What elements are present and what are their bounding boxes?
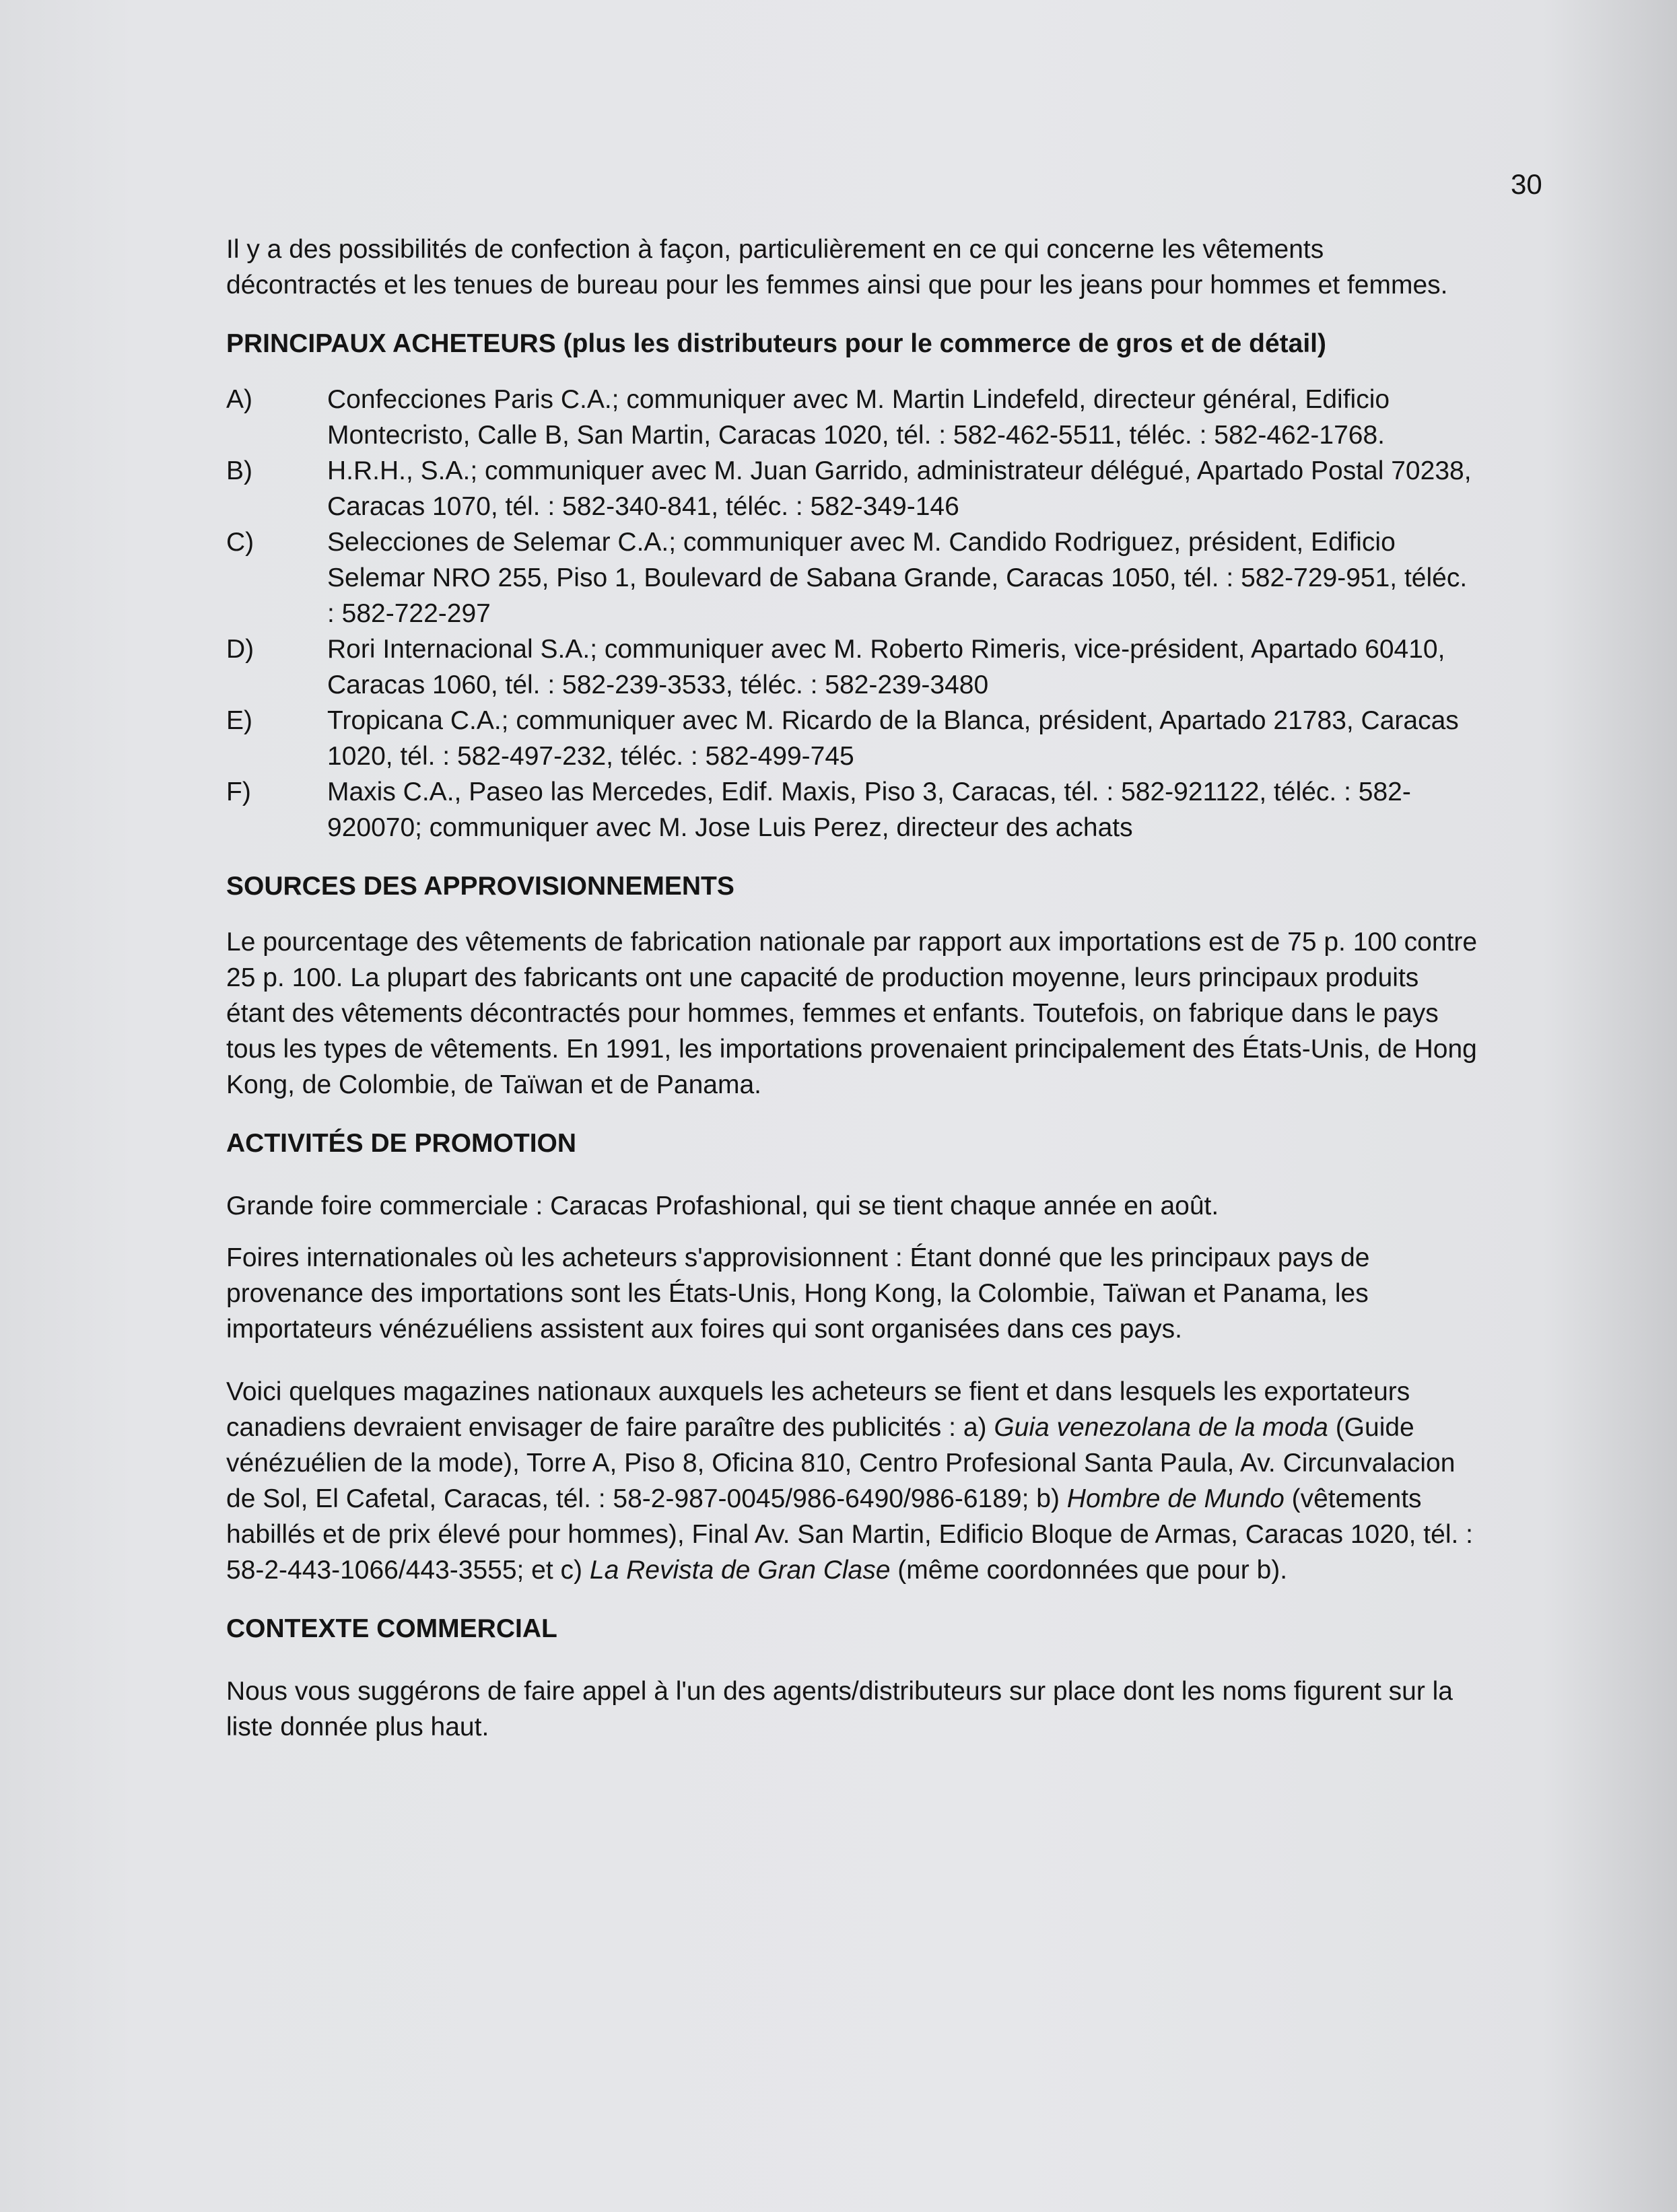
buyers-list [226, 382, 1478, 845]
list-item-text: H.R.H., S.A.; communiquer avec M. Juan Garrido, administrateur délégué, Apartado Postal 70238, Caracas 1070, tél. : 582-340-841, téléc. : 582-349-146 [327, 456, 1472, 521]
magazine-title: Guia venezolana de la moda [994, 1413, 1328, 1442]
sources-heading: SOURCES DES APPROVISIONNEMENTS [226, 872, 734, 901]
list-item-text: Confecciones Paris C.A.; communiquer avec M. Martin Lindefeld, directeur général, Edificio Montecristo, Calle B, San Martin, Caracas 1020, tél. : 582-462-5511, téléc. : 582-462-1768. [327, 385, 1390, 450]
magazine-title: Hombre de Mundo [1066, 1484, 1285, 1513]
list-item-text: Maxis C.A., Paseo las Mercedes, Edif. Maxis, Piso 3, Caracas, tél. : 582-921122, téléc. : 582-920070; communiquer avec M. Jose Luis Perez, directeur des achats [327, 777, 1411, 842]
list-item-letter: B) [226, 456, 252, 485]
magazines-text: (vêtements habillés et de prix élevé pour hommes), Final Av. San Martin, Edificio Bloque de Armas, Caracas 1020, tél. : 58-2-443-1066/443-3555; et c) [226, 1484, 1473, 1585]
page-number: 30 [1511, 168, 1542, 200]
list-item [226, 631, 1478, 703]
list-item [226, 703, 1478, 774]
list-item-text: Tropicana C.A.; communiquer avec M. Ricardo de la Blanca, président, Apartado 21783, Caracas 1020, tél. : 582-497-232, téléc. : 582-499-745 [327, 706, 1459, 771]
magazines-text: (Guide vénézuélien de la mode), Torre A, Piso 8, Oficina 810, Centro Profesional Santa Paula, Av. Circunvalacion de Sol, El Cafetal, Caracas, tél. : 58-2-987-0045/986-6490/986-6189; b) [226, 1413, 1456, 1513]
magazines-text: Voici quelques magazines nationaux auxquels les acheteurs se fient et dans lesquels les exportateurs canadiens devraient envisager de faire paraître des publicités : a) [226, 1377, 1410, 1442]
list-item-letter: E) [226, 706, 252, 735]
context-paragraph: Nous vous suggérons de faire appel à l'un des agents/distributeurs sur place dont les noms figurent sur la liste donnée plus haut. [226, 1677, 1453, 1741]
international-fairs-paragraph: Foires internationales où les acheteurs s'approvisionnent : Étant donné que les principaux pays de provenance des importations sont les États-Unis, Hong Kong, la Colombie, Taïwan et Panama, les importateurs vénézuéliens assistent aux foires qui sont organisées dans ces pays. [226, 1243, 1370, 1344]
sources-paragraph: Le pourcentage des vêtements de fabrication nationale par rapport aux importations est de 75 p. 100 contre 25 p. 100. La plupart des fabricants ont une capacité de production moyenne, leurs principaux produits étant des vêtements décontractés pour hommes, femmes et enfants. Toutefois, on fabrique dans le pays tous les types de vêtements. En 1991, les importations provenaient principalement des États-Unis, de Hong Kong, de Colombie, de Taïwan et de Panama. [226, 928, 1478, 1099]
list-item [226, 382, 1478, 453]
list-item [226, 774, 1478, 845]
list-item-letter: D) [226, 635, 254, 664]
magazines-text: (même coordonnées que pour b). [890, 1556, 1288, 1585]
list-item-text: Rori Internacional S.A.; communiquer avec M. Roberto Rimeris, vice-président, Apartado 60410, Caracas 1060, tél. : 582-239-3533, téléc. : 582-239-3480 [327, 635, 1445, 699]
buyers-heading: PRINCIPAUX ACHETEURS (plus les distributeurs pour le commerce de gros et de détail) [226, 329, 1326, 358]
list-item-letter: C) [226, 528, 254, 557]
magazines-paragraph [226, 1374, 1478, 1588]
list-item-letter: A) [226, 385, 252, 414]
magazine-title: La Revista de Gran Clase [589, 1556, 891, 1585]
promotion-heading: ACTIVITÉS DE PROMOTION [226, 1129, 577, 1158]
list-item-letter: F) [226, 777, 251, 806]
context-heading: CONTEXTE COMMERCIAL [226, 1614, 557, 1643]
intro-paragraph: Il y a des possibilités de confection à façon, particulièrement en ce qui concerne les vêtements décontractés et les tenues de bureau pour les femmes ainsi que pour les jeans pour hommes et femmes. [226, 235, 1448, 300]
list-item-text: Selecciones de Selemar C.A.; communiquer avec M. Candido Rodriguez, président, Edificio Selemar NRO 255, Piso 1, Boulevard de Sabana Grande, Caracas 1050, tél. : 582-729-951, téléc. : 582-722-297 [327, 528, 1468, 628]
page-content [226, 232, 1478, 1761]
trade-fair-paragraph: Grande foire commerciale : Caracas Profashional, qui se tient chaque année en août. [226, 1191, 1219, 1220]
list-item [226, 453, 1478, 524]
list-item [226, 524, 1478, 631]
